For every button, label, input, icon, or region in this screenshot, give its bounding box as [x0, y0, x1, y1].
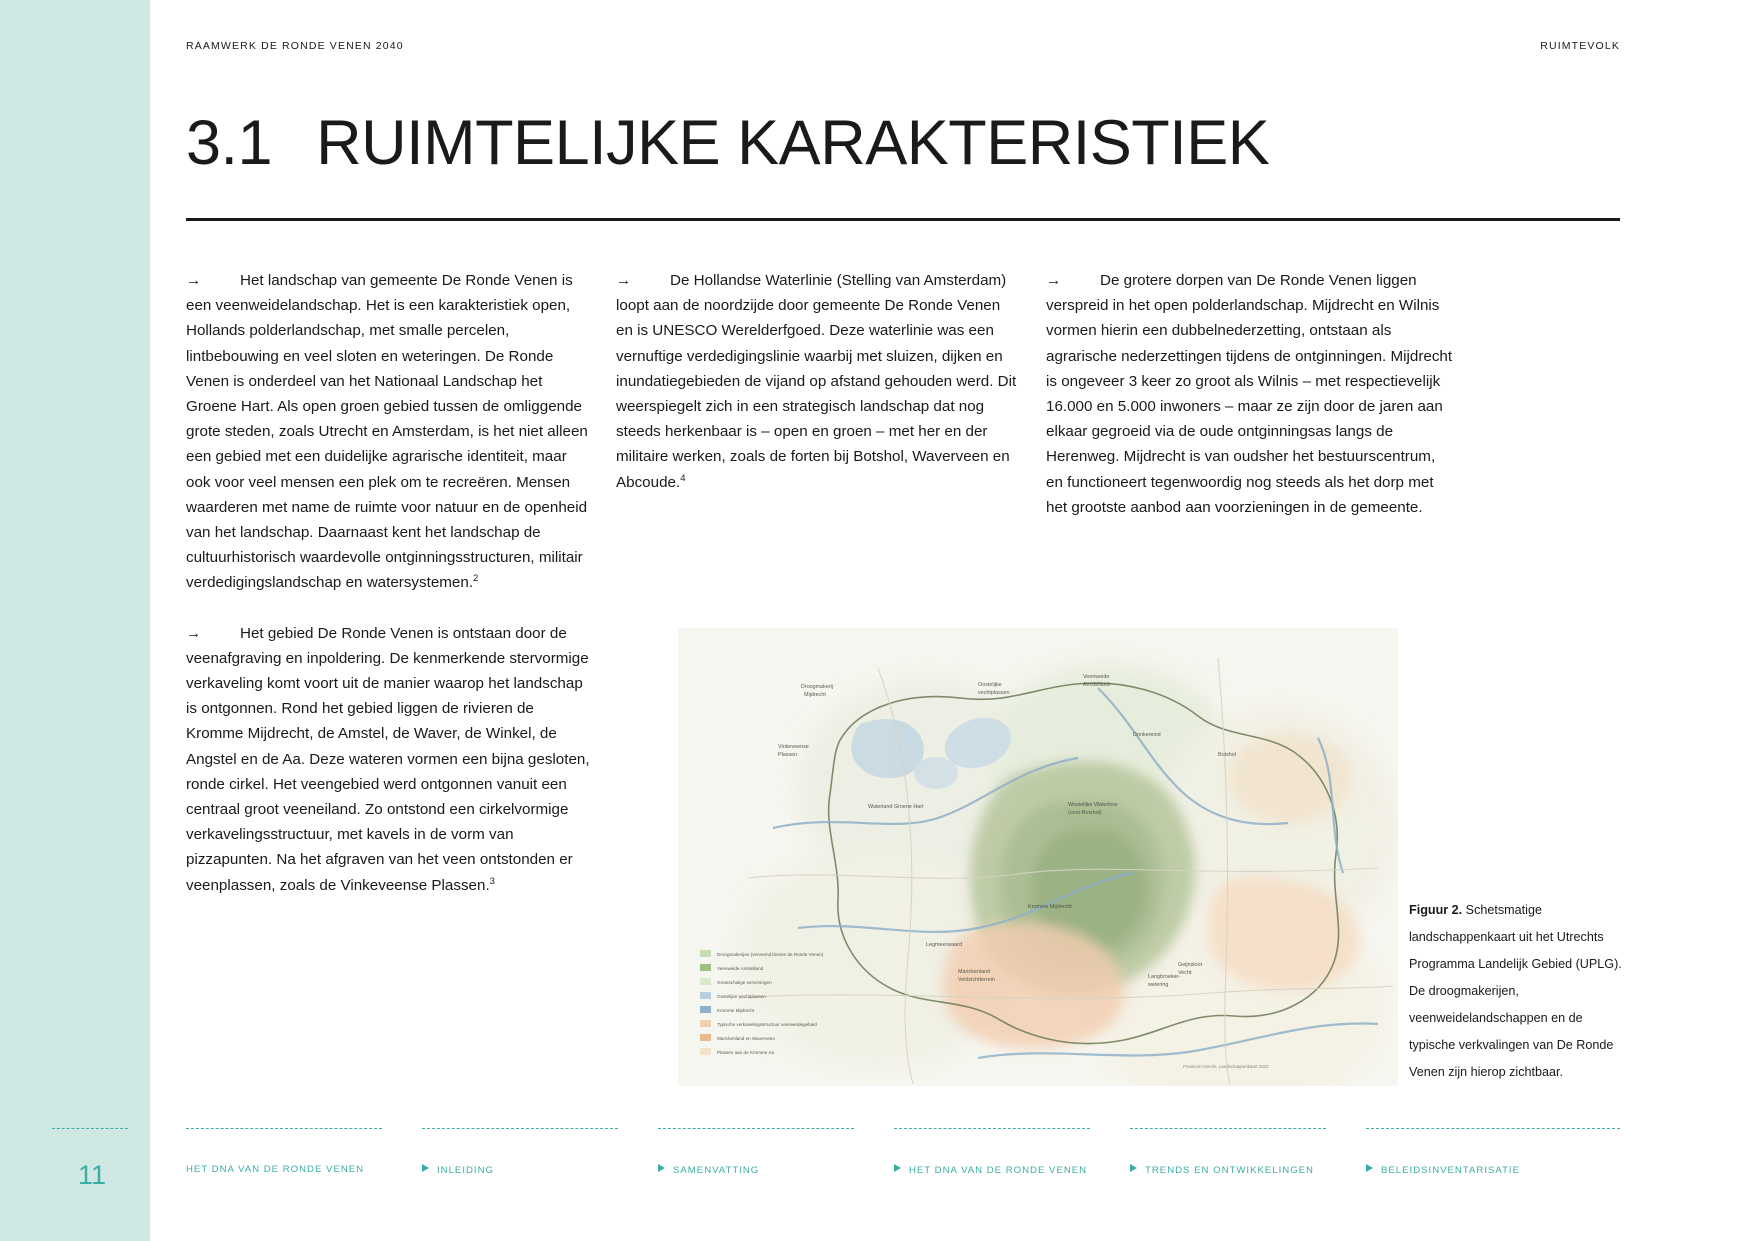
svg-text:Veenweide Amstelland: Veenweide Amstelland — [717, 966, 764, 971]
arrow-icon: → — [186, 624, 202, 642]
svg-text:Plassen aan de Kromme Aa: Plassen aan de Kromme Aa — [717, 1050, 774, 1055]
paragraph — [1046, 268, 1456, 520]
svg-text:Marickenland: Marickenland — [958, 969, 991, 975]
page-title — [186, 108, 1269, 178]
footer-nav-label: BELEIDSINVENTARISATIE — [1381, 1165, 1520, 1176]
svg-text:Typische verkavelingsstructuur: Typische verkavelingsstructuur veenweidegebied — [717, 1022, 817, 1027]
svg-text:Veenweide: Veenweide — [1083, 674, 1110, 680]
svg-text:Grootschalige verveningen: Grootschalige verveningen — [717, 980, 772, 985]
arrow-icon: → — [1046, 272, 1062, 289]
svg-text:Mijdrecht: Mijdrecht — [804, 692, 826, 698]
svg-text:Kromme Mijdrecht: Kromme Mijdrecht — [717, 1008, 755, 1013]
arrow-icon: → — [616, 272, 632, 289]
footnote-ref: 2 — [473, 573, 479, 585]
svg-text:Langbroeker-: Langbroeker- — [1148, 974, 1181, 980]
figure-map-image — [678, 628, 1398, 1086]
svg-text:Droogmakerij: Droogmakerij — [801, 684, 834, 690]
svg-text:Amstelland: Amstelland — [1083, 682, 1110, 688]
footer-nav-inleiding[interactable] — [422, 1164, 494, 1176]
triangle-right-icon — [1366, 1164, 1373, 1172]
paragraph-text: Het gebied De Ronde Venen is ontstaan door de veenafgraving en inpoldering. De kenmerkende stervormige verkaveling komt voort uit de manier waarop het landschap is ontgonnen. Rond het gebied liggen de rivieren de Kromme Mijdrecht, de Amstel, de Waver, de Winkel, de Angstel en de Aa. Deze wateren vormen een bijna gesloten, ronde cirkel. Het veengebied werd ontgonnen vanuit een centraal groot veeneiland. Zo ontstond een cirkelvormige verkavelingsstructuur, met kavels in de vorm van pizzapunten. Na het afgraven van het veen ontstonden er veenplassen, zoals de Vinkeveense Plassen. — [186, 624, 590, 894]
footer-nav-trends-en-ontwikkelingen[interactable] — [1130, 1164, 1314, 1176]
footer-nav-samenvatting[interactable] — [658, 1164, 759, 1176]
map-credit: Provincie Utrecht, Landschappenkaart 2023 — [1183, 1064, 1269, 1069]
svg-text:Vecht: Vecht — [1178, 970, 1192, 976]
page-header — [186, 40, 1620, 60]
footer-nav-label: SAMENVATTING — [673, 1165, 760, 1176]
svg-text:Vinkeveense: Vinkeveense — [778, 744, 809, 750]
svg-text:(oost-Botshol): (oost-Botshol) — [1068, 810, 1102, 816]
text-column-2 — [616, 268, 1020, 520]
paragraph-text: De Hollandse Waterlinie (Stelling van Amsterdam) loopt aan de noordzijde door gemeente De Ronde Venen en is UNESCO Werelderfgoed. Deze waterlinie was een vernuftige verdedigingslinie waarbij met sluizen, dijken en inundatiegebieden de vijand op afstand gehouden werd. Dit weerspiegelt zich in een strategisch landschap dat nog steeds herkenbaar is – open en groen – met her en der militaire werken, zoals de forten bij Botshol, Waverveen en Abcoude. — [616, 272, 1017, 491]
svg-text:Droogmakerijen (verveend binne: Droogmakerijen (verveend binnen de Ronde Venen) — [717, 952, 824, 957]
footer-divider — [186, 1128, 382, 1129]
paragraph-text: Het landschap van gemeente De Ronde Venen is een veenweidelandschap. Het is een karakteristiek open, Hollands polderlandschap, met smalle percelen, lintbebouwing en veel sloten en weteringen. De Ronde Venen is onderdeel van het Nationaal Landschap het Groene Hart. Als open groen gebied tussen de omliggende grote steden, zoals Utrecht en Amsterdam, is het niet alleen een gebied met een duidelijke agrarische identiteit, maar ook voor veel mensen een plek om te recreëren. Mensen waarderen met name de ruimte voor natuur en de openheid van het landschap. Daarnaast kent het landschap de cultuurhistorisch waardevolle ontginningsstructuren, militair verdedigingslandschap en watersystemen. — [186, 272, 588, 592]
svg-text:Donkereind: Donkereind — [1133, 732, 1161, 738]
landscape-map-svg — [678, 628, 1398, 1086]
footer-nav-beleidsinventarisatie[interactable] — [1366, 1164, 1520, 1176]
footer-nav-label: TRENDS EN ONTWIKKELINGEN — [1145, 1165, 1314, 1176]
svg-text:Marickenland en Waverveen: Marickenland en Waverveen — [717, 1036, 776, 1041]
paragraph-text: De grotere dorpen van De Ronde Venen liggen verspreid in het open polderlandschap. Mijdrecht en Wilnis vormen hierin een dubbelnederzetting, ontstaan als agrarische nederzettingen tijdens de ontginningen. Mijdrecht is ongeveer 3 keer zo groot als Wilnis – met respectievelijk 16.000 en 5.000 inwoners – maar ze zijn door de jaren aan elkaar gegroeid via de oude ontginningsas langs de Herenweg. Mijdrecht is van oudsher het bestuurscentrum, en functioneert tegenwoordig nog steeds als het dorp met het grootste aanbod aan voorzieningen in de gemeente. — [1046, 272, 1453, 516]
triangle-right-icon — [422, 1164, 429, 1172]
triangle-right-icon — [894, 1164, 901, 1172]
svg-text:Oostelijke Vechtplassen: Oostelijke Vechtplassen — [717, 994, 766, 999]
footer-current-section: HET DNA VAN DE RONDE VENEN — [186, 1164, 365, 1175]
svg-text:wetering: wetering — [1148, 982, 1169, 988]
footer-nav-het-dna-van-de-ronde-venen[interactable] — [894, 1164, 1087, 1176]
footnote-ref: 4 — [680, 472, 686, 484]
figure-caption-label: Figuur 2. — [1409, 903, 1463, 917]
triangle-right-icon — [1130, 1164, 1137, 1172]
footer-nav-label: INLEIDING — [437, 1165, 494, 1176]
page-number: 11 — [78, 1160, 107, 1190]
footer-divider — [1130, 1128, 1326, 1129]
footer-divider — [52, 1128, 128, 1129]
page-spine-outer — [0, 0, 40, 1241]
text-column-3 — [1046, 268, 1456, 545]
svg-text:Botshol: Botshol — [1218, 752, 1236, 758]
footer-divider — [1366, 1128, 1620, 1129]
header-document-title: RAAMWERK DE RONDE VENEN 2040 — [186, 40, 404, 52]
paragraph — [616, 268, 1020, 495]
footer-divider — [658, 1128, 854, 1129]
footer-divider — [422, 1128, 618, 1129]
header-publisher: RUIMTEVOLK — [1540, 40, 1620, 52]
title-divider — [186, 218, 1620, 221]
svg-text:Waterland Groene Hart: Waterland Groene Hart — [868, 804, 924, 810]
svg-text:Geijnsloot: Geijnsloot — [1178, 962, 1202, 968]
figure-caption-text: Schetsmatige landschappenkaart uit het Utrechts Programma Landelijk Gebied (UPLG). De droogmakerijen, veenweidelandschappen en de typische verkvalingen van De Ronde Venen zijn hierop zichtbaar. — [1409, 903, 1622, 1079]
figure-caption — [1409, 897, 1624, 1086]
footer-nav-label: HET DNA VAN DE RONDE VENEN — [909, 1165, 1088, 1176]
svg-text:Oostelijke: Oostelijke — [978, 682, 1002, 688]
footnote-ref: 3 — [489, 875, 495, 887]
svg-text:Westelijke Waterlinie: Westelijke Waterlinie — [1068, 802, 1118, 808]
page-spine-inner — [40, 0, 150, 1241]
svg-text:vechtplassen: vechtplassen — [978, 690, 1010, 696]
svg-text:Veldzichtterrein: Veldzichtterrein — [958, 977, 995, 983]
footer-divider — [894, 1128, 1090, 1129]
paragraph — [186, 621, 590, 898]
svg-text:Legmeerwaard: Legmeerwaard — [926, 942, 962, 948]
svg-text:Plassen: Plassen — [778, 752, 798, 758]
triangle-right-icon — [658, 1164, 665, 1172]
arrow-icon: → — [186, 272, 202, 289]
text-column-1 — [186, 268, 590, 923]
section-number: 3.1 — [186, 108, 273, 178]
section-title-text: RUIMTELIJKE KARAKTERISTIEK — [316, 108, 1270, 178]
svg-text:Kromme Mijdrecht: Kromme Mijdrecht — [1028, 904, 1072, 910]
paragraph — [186, 268, 590, 596]
